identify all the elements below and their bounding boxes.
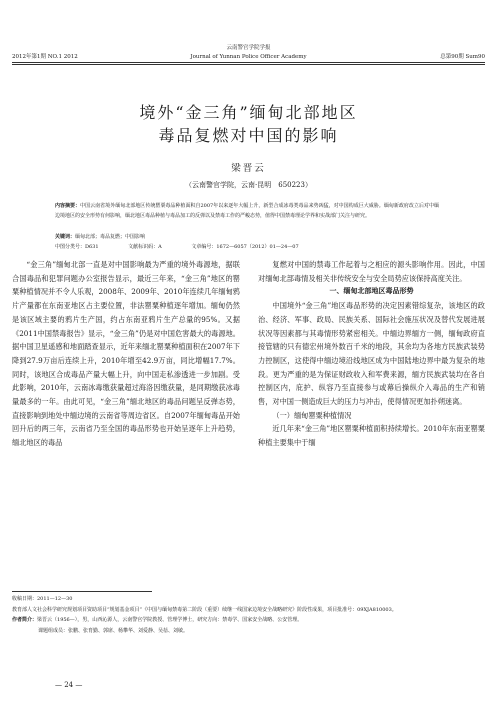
author-name: 梁晋云 xyxy=(231,163,266,174)
journal-name-en: Journal of Yunnan Police Officer Academy xyxy=(190,54,307,60)
fund-info: 教育部人文社会科学研究规划项目资助项目“规划基金项目”《中国与缅甸禁毒第二阶段（重要）续继一线国家边境安全战略研究》阶段性成果，项目批准号：09XJA810003。 xyxy=(12,606,397,613)
subsection-heading: （一）缅甸罂粟种植情况 xyxy=(272,410,352,420)
clc-number: 中图分类号：D631 xyxy=(55,244,99,250)
footnote-rule xyxy=(12,591,152,592)
author-bio-text: 梁晋云（1956—），男，山西沁源人，云南警官学院教授、管理学博士，研究方向：禁毒学、国家安全战略、公安管理。 xyxy=(37,617,303,623)
sum-issue: 总第90期 Sum90 xyxy=(440,54,485,60)
keywords-label: 关键词： xyxy=(55,234,76,240)
section-heading: 一、缅甸北部地区毒品形势 xyxy=(329,287,414,296)
title-line-2: 毒品复燃对中国的影响 xyxy=(158,126,339,145)
author-affiliation: （云南警官学院，云南·昆明 650223） xyxy=(185,181,312,189)
abstract-label: 内容摘要： xyxy=(55,203,81,209)
abstract-text: 中国云南省境外缅甸北部地区传统罂粟毒品种植面积自2007年以来逐年大幅上升，新型合成冰毒类毒品来势凶猛，对中国构成巨大威胁。缅甸新政府改立后对中缅边境地区的安全形势有何影响，缅北地区毒品种植与毒品加工的反弹以及禁毒工作的严峻态势，值得中国禁毒理论学界和实战部门关注与研究。 xyxy=(55,203,439,219)
abstract xyxy=(55,202,439,222)
keywords xyxy=(55,233,439,242)
paragraph: 中国境外“金三角”地区毒品形势的决定因素错综复杂，该地区的政治、经济、军事、政局、民族关系、国际社会施压状况及替代发展进展状况等因素都与其毒情形势紧密相关。中缅边界缅方一侧，缅甸政府直接管辖的只有德宏州境外数百千米的地段，其余均为各地方民族武装势力控制区，这使得中缅边境沿线地区成为中国陆地边界中最为复杂的地段。更为严重的是为保证财政收入和军费来源，缅方民族武装均在各自控制区内，庇护、纵容乃至直接参与或幕后操纵介入毒品的生产和销售，对中国一侧造成巨大的压力与冲击，使得情况更加扑朔迷离。 xyxy=(258,301,485,407)
body-column-left xyxy=(12,258,240,450)
author-bio xyxy=(12,615,485,626)
paragraph: “金三角”缅甸北部一直是对中国影响最为严重的境外毒源地，据联合国毒品和犯罪问题办公室报告显示，最近三年来，“金三角”地区的罂粟种植情况并不令人乐观，2008年、2009年、2010年连续几年缅甸鸦片产量都在东南亚地区占主要位置，非法罂粟种植逐年增加。缅甸仍然是该区域主要的鸦片生产国，约占东南亚鸦片生产总量的95%。又据《2011中国禁毒报告》显示，“金三角”仍是对中国危害最大的毒源地。据中国卫星遥感和地面踏查显示，近年来缅北罂粟种植面积在2007年下降到27.9万亩后连续上升，2010年增至42.9万亩，同比增幅17.7%。同时，该地区合成毒品产量大幅上升，向中国走私渗透进一步加剧。受此影响，2010年，云南冰毒缴获量超过海洛因缴获量，是同期缴获冰毒量最多的一年。由此可见，“金三角”缅北地区的毒品问题呈反弹态势，直接影响到地处中缅边境的云南省等周边省区。自2007年缅甸毒品开始回升后的两三年，云南省乃至全国的毒品形势也开始呈逐年上升趋势，缅北地区的毒品 xyxy=(12,260,240,448)
running-header xyxy=(12,53,485,61)
author-bio-label: 作者简介： xyxy=(12,617,38,623)
document-code: 文献标识码：A xyxy=(128,244,162,250)
title-line-1: 境外“金三角”缅甸北部地区 xyxy=(139,103,358,122)
header-rule xyxy=(12,62,485,63)
article-number: 文章编号：1672—6057（2012）01—24—07 xyxy=(191,244,299,250)
paragraph: 近几年来“金三角”地区罂粟种植面积持续增长。2010年东南亚罂粟种植主要集中于缅 xyxy=(258,424,485,448)
keywords-text: 缅甸北部；毒品复燃；中国影响 xyxy=(75,234,146,240)
project-members: 课题组成员：张鹏、张育勤、郭席、杨攀华、刘爱静、吴蓓、刘敏。 xyxy=(38,627,189,634)
issue-info: 2012年第1期 NO.1 2012 xyxy=(12,54,78,60)
body-column-right xyxy=(258,258,485,450)
journal-name-cn: 云南警官学院学报 xyxy=(226,45,271,51)
paragraph: 复燃对中国的禁毒工作起着与之相应的源头影响作用。因此，中国对缅甸北部毒情及相关非传统安全与安全局势应该保持高度关注。 xyxy=(258,260,485,283)
header-rule-2 xyxy=(12,64,485,65)
classification-line xyxy=(55,243,439,252)
footnote xyxy=(12,594,485,636)
received-date: 收稿日期：2011—12—30 xyxy=(12,596,73,602)
page-number: — 24 — xyxy=(55,681,83,689)
